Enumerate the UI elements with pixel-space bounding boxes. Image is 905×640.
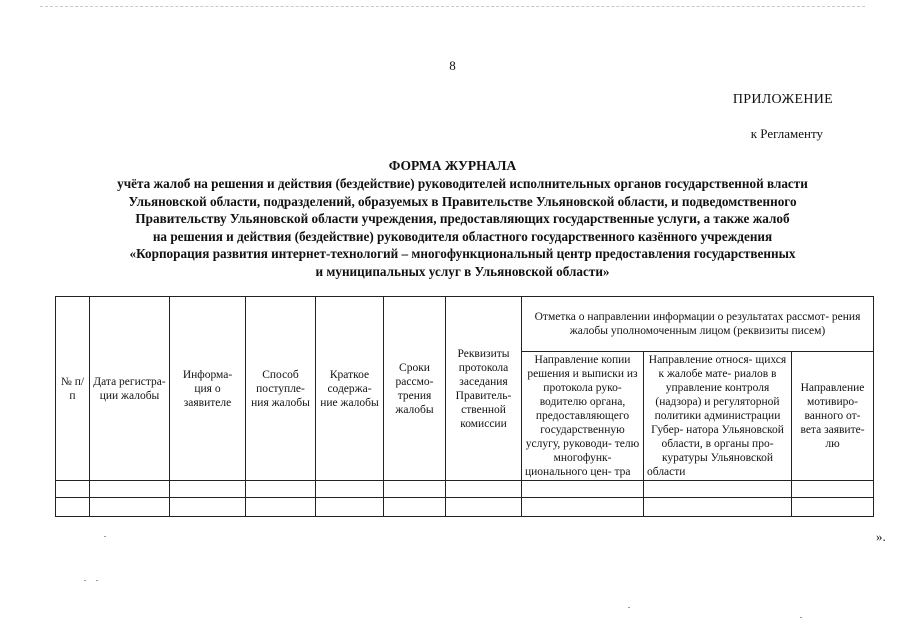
appendix-reference: к Регламенту — [750, 126, 823, 141]
appendix-heading: ПРИЛОЖЕНИЕ — [732, 92, 833, 107]
scan-speck — [800, 617, 802, 618]
column-header-number: № п/п — [56, 297, 90, 481]
closing-quote-mark: ». — [876, 529, 886, 544]
column-header-protocol-details: Реквизиты протокола заседания Правитель- ственной комиссии — [446, 297, 522, 481]
column-header-applicant-info: Информа- ция о заявителе — [170, 297, 246, 481]
column-header-registration-date: Дата регистра- ции жалобы — [90, 297, 170, 481]
subtitle-line: Ульяновской области, подразделений, образуемых в Правительстве Ульяновской области, и подведомственного — [128, 193, 797, 209]
journal-table — [55, 296, 874, 517]
form-title: ФОРМА ЖУРНАЛА — [388, 158, 517, 173]
scan-speck — [628, 607, 630, 608]
scan-speck — [104, 536, 106, 537]
column-header-review-period: Сроки рассмо- трения жалобы — [384, 297, 446, 481]
subcolumn-header-reply-to-applicant: Направление мотивиро- ванного от- вета заявите- лю — [792, 352, 874, 481]
subcolumn-header-materials-to-control: Направление относя- щихся к жалобе мате- риалов в управление контроля (надзора) и регуляторной политики администрации Губер- натора Ульяновской области, в органы про- куратуры Ульяновской области — [644, 352, 792, 481]
column-header-receipt-method: Способ поступле- ния жалобы — [246, 297, 316, 481]
table-row — [56, 498, 874, 517]
scan-speck — [84, 580, 86, 581]
table-header-row — [56, 297, 874, 352]
scan-edge-line — [40, 6, 865, 8]
form-subtitle — [60, 175, 865, 281]
subtitle-line: на решения и действия (бездействие) руководителя областного государственного казённого учреждения — [152, 228, 773, 244]
subcolumn-header-copy-to-head: Направление копии решения и выписки из протокола руко- водителю органа, предоставляющего государственную услугу, руководи- телю многофунк- ционального цен- тра — [522, 352, 644, 481]
column-header-summary: Краткое содержа- ние жалобы — [316, 297, 384, 481]
table-row — [56, 481, 874, 498]
subtitle-line: Правительству Ульяновской области учреждения, предоставляющих государственные услуги, а также жалоб — [135, 211, 790, 227]
page-number: 8 — [449, 58, 456, 73]
scan-speck — [96, 580, 98, 581]
subtitle-line: «Корпорация развития интернет-технологий – многофункциональный центр предоставления государственных — [129, 246, 796, 262]
column-group-header: Отметка о направлении информации о результатах рассмот- рения жалобы уполномоченным лицом (реквизиты писем) — [522, 297, 874, 352]
subtitle-line: учёта жалоб на решения и действия (бездействие) руководителей исполнительных органов государственной власти — [117, 176, 808, 191]
subtitle-line: и муниципальных услуг в Ульяновской области» — [315, 263, 610, 279]
